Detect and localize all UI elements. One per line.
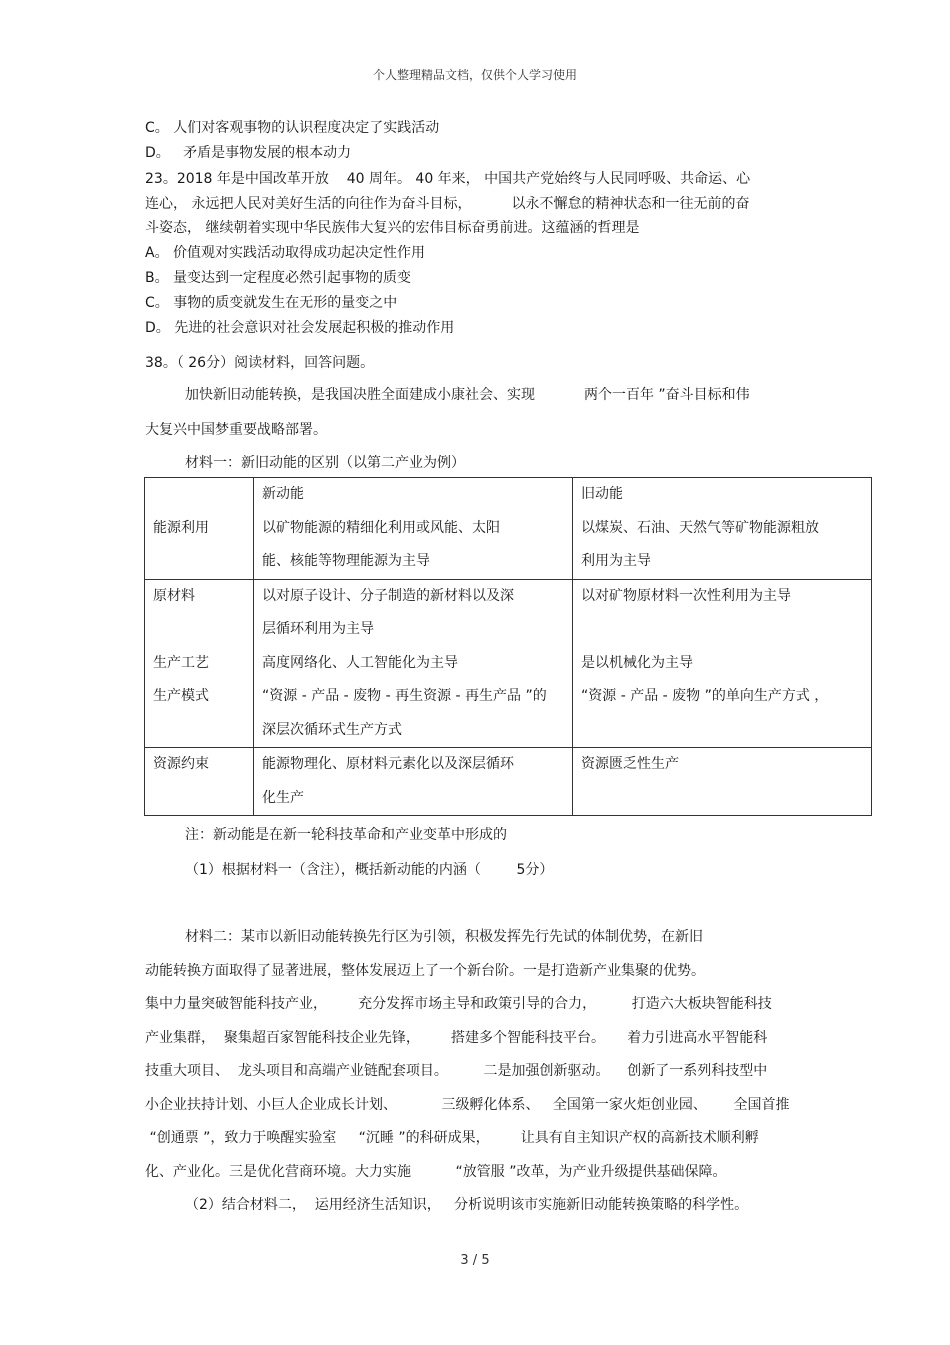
cell-line — [153, 714, 253, 748]
material-2-line: 小企业扶持计划、小巨人企业成长计划、 三级孵化体系、 全国第一家火炬创业园、 全国首推 — [145, 1097, 790, 1113]
material-2-line: 技重大项目、 龙头项目和高端产业链配套项目。 二是加强创新驱动。 创新了一系列科技型中 — [145, 1063, 768, 1079]
table-row — [145, 579, 872, 748]
new-energy-cell — [254, 748, 573, 816]
new-energy-cell — [254, 478, 573, 580]
cell-line: 利用为主导 — [581, 553, 651, 569]
cell-line — [581, 714, 871, 748]
old-energy-cell — [573, 579, 872, 748]
cell-line: 层循环利用为主导 — [262, 621, 374, 637]
old-energy-cell — [573, 748, 872, 816]
cell-line: “资源 - 产品 - 废物 ”的单向生产方式 ， — [581, 688, 829, 704]
cell-line: 能、核能等物理能源为主导 — [262, 553, 430, 569]
cell-line — [153, 613, 253, 647]
table-note: 注：新动能是在新一轮科技革命和产业变革中形成的 — [185, 827, 507, 843]
intro-line-1: 加快新旧动能转换，是我国决胜全面建成小康社会、实现 两个一百年 ”奋斗目标和伟 — [185, 387, 750, 403]
label-raw-materials: 原材料 — [153, 587, 195, 604]
cell-line: 化生产 — [262, 789, 304, 806]
cell-line: 高度网络化、人工智能化为主导 — [262, 654, 458, 671]
material-1-title: 材料一：新旧动能的区别（以第二产业为例） — [185, 455, 465, 471]
comparison-table — [144, 477, 872, 816]
material-2-line: 动能转换方面取得了显著进展，整体发展迈上了一个新台阶。一是打造新产业集聚的优势。 — [145, 963, 705, 979]
question-23-line-3: 斗姿态， 继续朝着实现中华民族伟大复兴的宏伟目标奋勇前进。这蕴涵的哲理是 — [145, 220, 640, 236]
row-label — [145, 748, 254, 816]
old-energy-header: 旧动能 — [581, 486, 623, 502]
question-23-line-2: 连心， 永远把人民对美好生活的向往作为奋斗目标， 以永不懈怠的精神状态和一往无前的奋 — [145, 196, 750, 212]
material-2-line: 集中力量突破智能科技产业， 充分发挥市场主导和政策引导的合力， 打造六大板块智能科技 — [145, 996, 772, 1012]
cell-line: 以对矿物原材料一次性利用为主导 — [581, 587, 791, 604]
material-2-line: 材料二：某市以新旧动能转换先行区为引领，积极发挥先行先试的体制优势，在新旧 — [185, 929, 703, 945]
material-2-line: 产业集群， 聚集超百家智能科技企业先锋， 搭建多个智能科技平台。 着力引进高水平智能科 — [145, 1030, 768, 1046]
cell-line: 以对原子设计、分子制造的新材料以及深 — [262, 587, 514, 604]
question-38-title: 38。（ 26分）阅读材料，回答问题。 — [145, 355, 375, 371]
table-row — [145, 748, 872, 816]
option-d-22: D。 矛盾是事物发展的根本动力 — [145, 145, 352, 161]
cell-line: 能源物理化、原材料元素化以及深层循环 — [262, 756, 514, 772]
option-d-23: D。 先进的社会意识对社会发展起积极的推动作用 — [145, 320, 455, 336]
page-number: 3 / 5 — [460, 1253, 490, 1268]
table-row — [145, 478, 872, 580]
row-label — [145, 579, 254, 748]
sub-question-2: （2）结合材料二， 运用经济生活知识， 分析说明该市实施新旧动能转换策略的科学性。 — [185, 1197, 749, 1213]
new-energy-header: 新动能 — [262, 486, 304, 502]
label-production-process: 生产工艺 — [153, 654, 209, 671]
option-a-23: A。 价值观对实践活动取得成功起决定性作用 — [145, 245, 426, 261]
label-energy-use: 能源利用 — [153, 519, 209, 536]
page-header: 个人整理精品文档，仅供个人学习使用 — [372, 68, 577, 82]
new-energy-cell — [254, 579, 573, 748]
option-b-23: B。 量变达到一定程度必然引起事物的质变 — [145, 270, 412, 286]
label-production-mode: 生产模式 — [153, 688, 209, 704]
cell-line: 是以机械化为主导 — [581, 654, 693, 671]
cell-line: 以煤炭、石油、天然气等矿物能源粗放 — [581, 519, 819, 536]
sub-question-1: （1）根据材料一（含注），概括新动能的内涵（ 5分） — [185, 862, 554, 878]
cell-line — [581, 613, 871, 647]
cell-line: “资源 - 产品 - 废物 - 再生资源 - 再生产品 ”的 — [262, 688, 547, 704]
question-23-line-1: 23。2018 年是中国改革开放 40 周年。 40 年来， 中国共产党始终与人民同呼吸、共命运、心 — [145, 171, 751, 187]
label-resource-constraint: 资源约束 — [153, 756, 209, 772]
cell-line: 深层次循环式生产方式 — [262, 721, 402, 738]
old-energy-cell — [573, 478, 872, 580]
intro-line-2: 大复兴中国梦重要战略部署。 — [145, 422, 327, 438]
material-2-line: 化、产业化。三是优化营商环境。大力实施 “放管服 ”改革，为产业升级提供基础保障。 — [145, 1164, 727, 1180]
cell-line: 以矿物能源的精细化利用或风能、太阳 — [262, 519, 500, 536]
row-label — [145, 478, 254, 580]
cell-line: 资源匮乏性生产 — [581, 756, 679, 772]
material-2-line: “创通票 ”，致力于唤醒实验室 “沉睡 ”的科研成果， 让具有自主知识产权的高新技术顺利孵 — [145, 1130, 759, 1146]
option-c-22: C。 人们对客观事物的认识程度决定了实践活动 — [145, 120, 440, 136]
option-c-23: C。 事物的质变就发生在无形的量变之中 — [145, 295, 398, 311]
